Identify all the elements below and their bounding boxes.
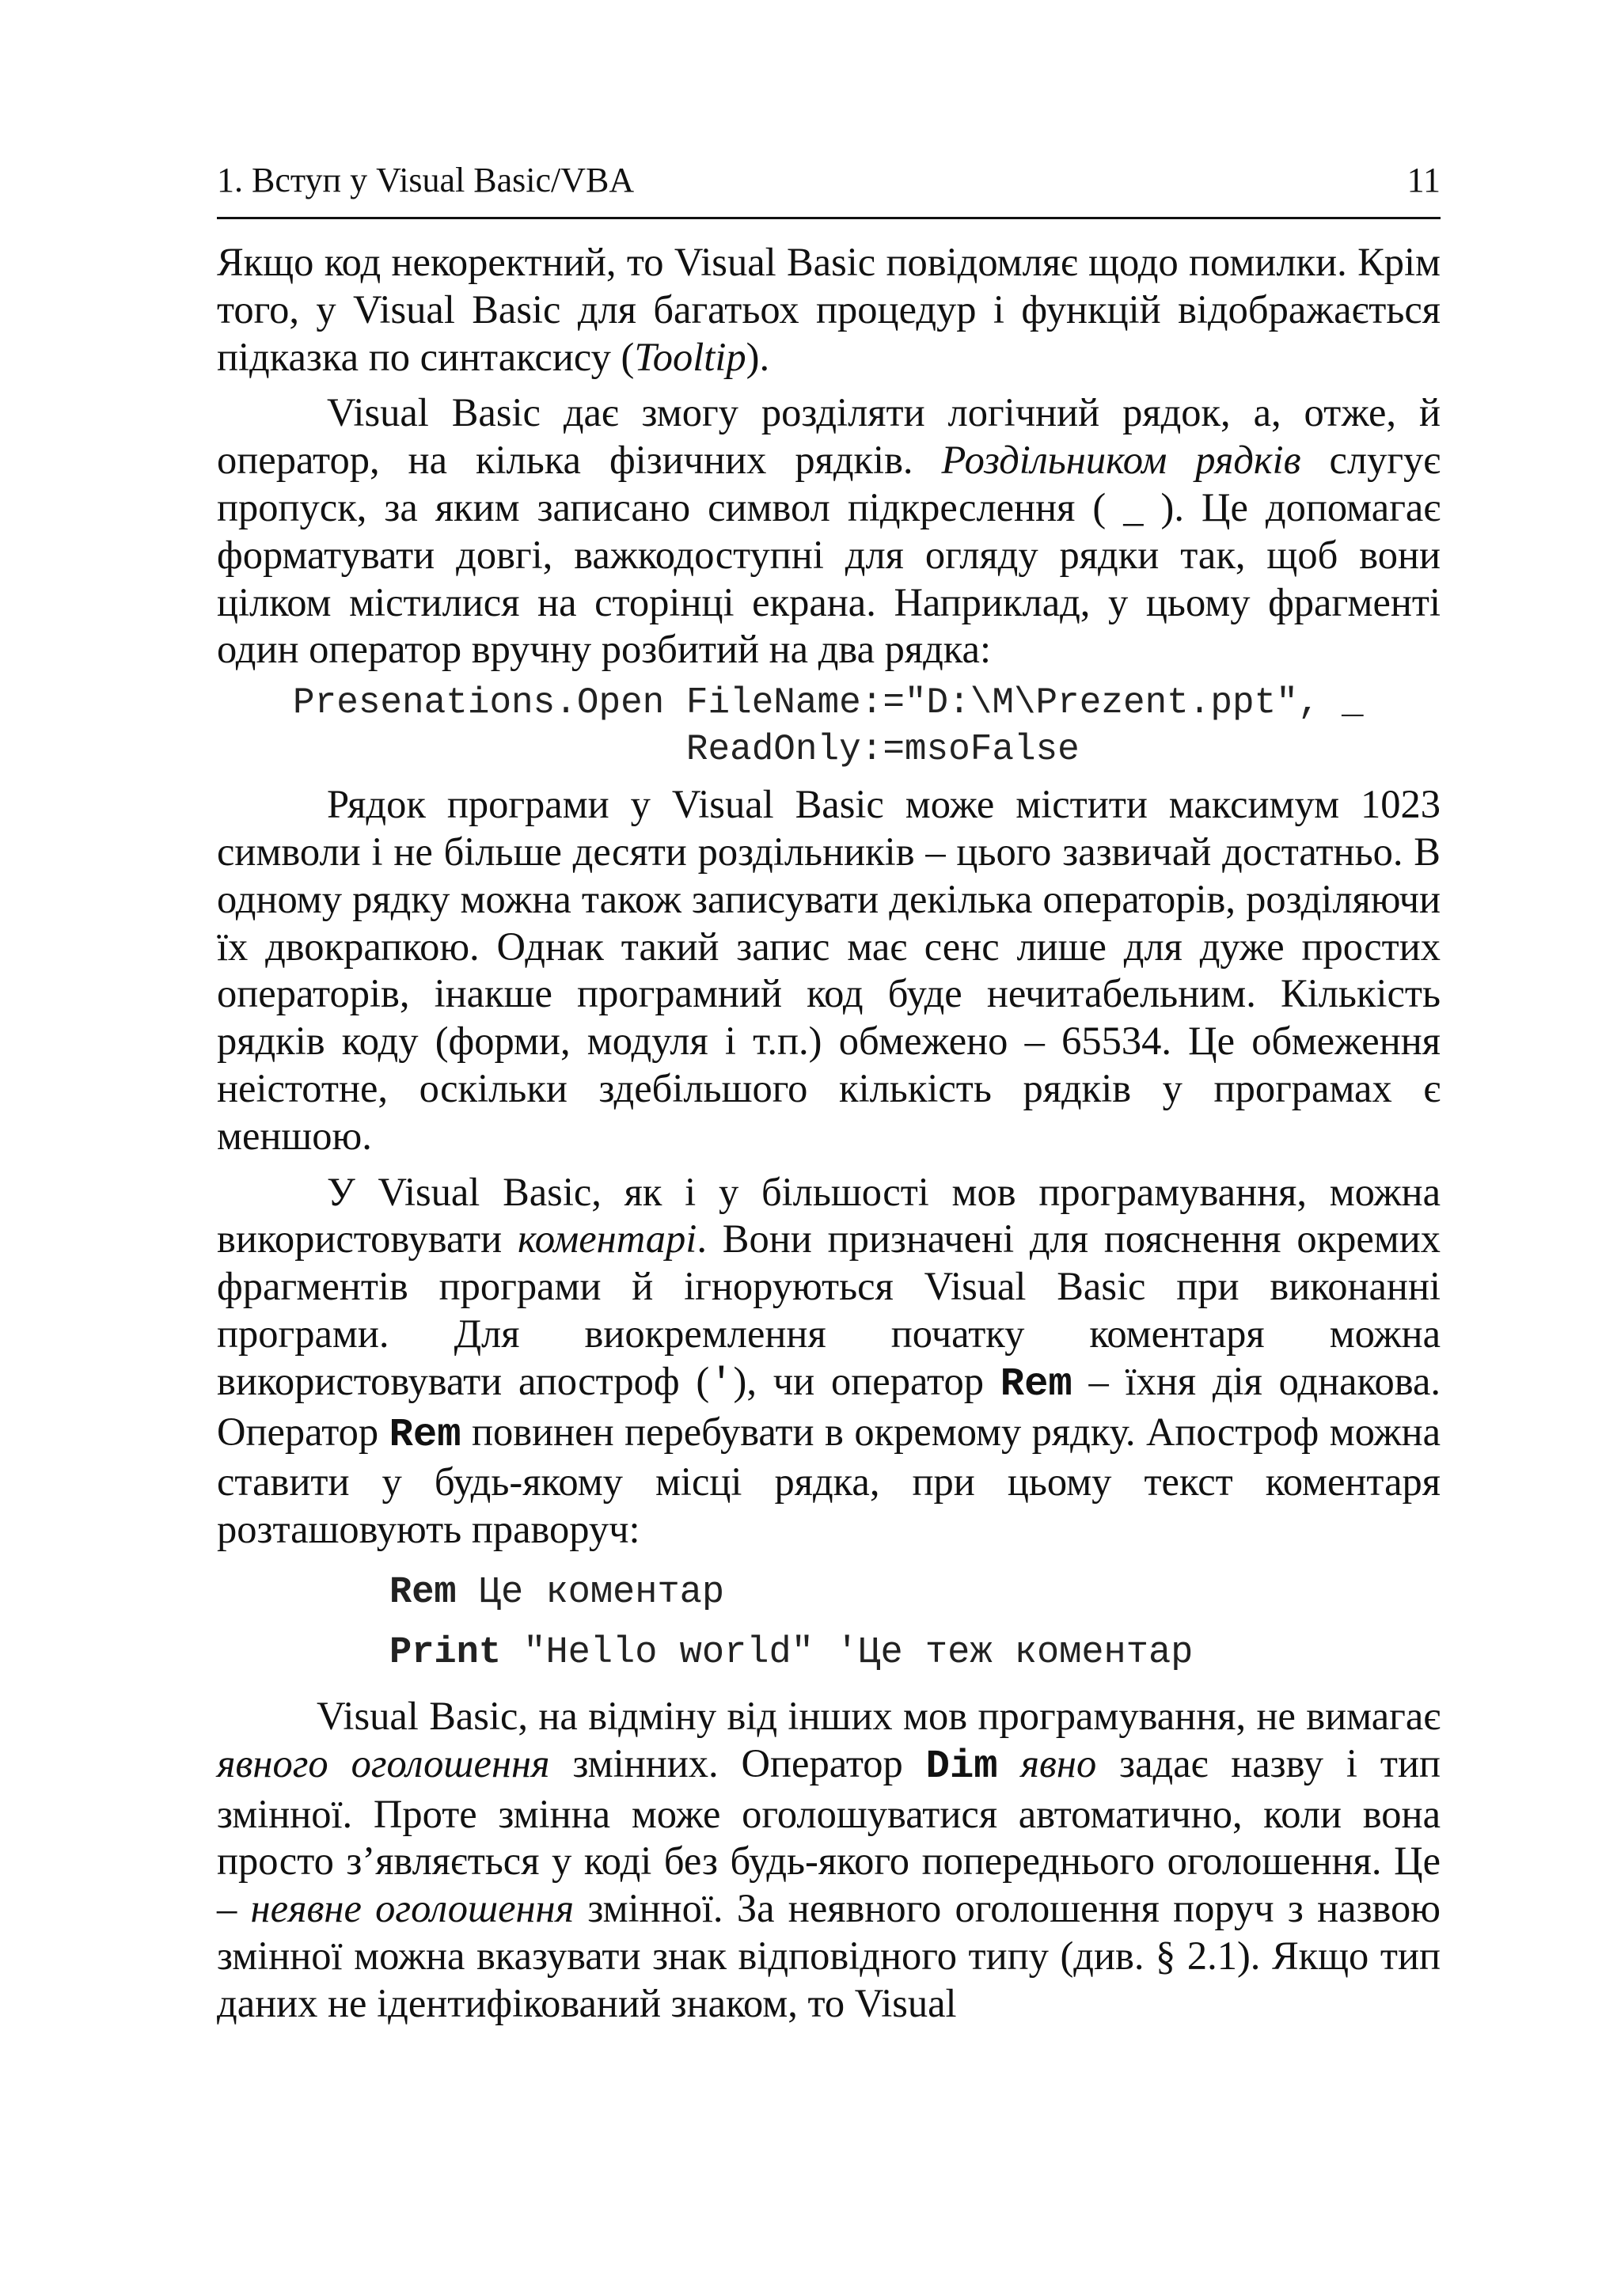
- apostrophe-code: ': [709, 1361, 734, 1407]
- code-line: ReadOnly:=msoFalse: [293, 729, 1080, 771]
- term-implicit-declaration: неявне оголошення: [250, 1886, 575, 1931]
- term-line-separator: Роздільником рядків: [941, 438, 1301, 483]
- body-text: [217, 239, 1441, 2028]
- term-explicit-declaration: явного оголошення: [217, 1740, 550, 1786]
- paragraph-2: [217, 389, 1441, 674]
- text-run: [998, 1741, 1021, 1786]
- text-run: Visual Basic, на відміну від інших мов програмування, не вимагає: [317, 1693, 1441, 1738]
- keyword-rem: Rem: [1000, 1361, 1072, 1407]
- paragraph-4: [217, 1169, 1441, 1554]
- keyword-dim: Dim: [925, 1744, 998, 1789]
- text-run: Visual Basic дає змогу розділяти логічний рядок, а, отже, й оператор, на кілька фізичних рядків.: [217, 390, 1441, 483]
- keyword-rem: Rem: [389, 1571, 457, 1614]
- code-text: Це коментар: [456, 1571, 725, 1614]
- text-run: змінної. За неявного оголошення поруч з назвою змінної можна вказувати знак відповідного типу (див. § 2.1). Якщо тип даних не ідентифікований знаком, то Visual: [217, 1886, 1441, 2025]
- code-line: [389, 1563, 1441, 1623]
- code-text: "Hello world" 'Це теж коментар: [501, 1631, 1194, 1674]
- text-run: слугує пропуск, за яким записано символ підкреслення ( _ ). Це допомагає форматувати довгі, важкодоступні для огляду рядки так, щоб вони цілком містилися на сторінці екрана. Наприклад, у цьому фрагменті один оператор вручну розбитий на два рядка:: [217, 438, 1441, 672]
- text-run: Якщо код некоректний, то Visual Basic повідомляє щодо помилки. Крім того, у Visual Basic для багатьох процедур і функцій відображається підказка по синтаксису (: [217, 240, 1441, 379]
- paragraph-1: [217, 239, 1441, 381]
- code-example-comments: [389, 1563, 1441, 1683]
- text-run: – їхня дія однакова. Оператор: [217, 1358, 1441, 1454]
- keyword-print: Print: [389, 1631, 502, 1674]
- text-run: ), чи оператор: [733, 1358, 1000, 1403]
- page-header: [217, 157, 1441, 204]
- text-run: У Visual Basic, як і у більшості мов програмування, можна використовувати: [217, 1169, 1441, 1262]
- page-number: 11: [1407, 161, 1441, 199]
- term-tooltip: Tooltip: [634, 334, 746, 379]
- code-example-line-continuation: [293, 680, 1441, 773]
- paragraph-5: [217, 1693, 1441, 2028]
- text-run: задає назву і тип змінної. Проте змінна може оголошуватися автоматично, коли вона просто з’являється у коді без будь-якого попереднього оголошення. Це –: [217, 1740, 1441, 1931]
- text-run: повинен перебувати в окремому рядку. Апостроф можна ставити у будь-якому місці рядка, при цьому текст коментаря розташовують праворуч:: [217, 1409, 1441, 1552]
- code-line: Presenations.Open FileName:="D:\M\Prezent.ppt", _: [293, 682, 1364, 724]
- text-run: Рядок програми у Visual Basic може містити максимум 1023 символи і не більше десяти роздільників – цього зазвичай достатньо. В одному рядку можна також записувати декілька операторів, розділяючи їх двокрапкою. Однак такий запис має сенс лише для дуже простих операторів, інакше програмний код буде нечитабельним. Кількість рядків коду (форми, модуля і т.п.) обмежено – 65534. Це обмеження неістотне, оскільки здебільшого кількість рядків у програмах є меншою.: [217, 782, 1441, 1158]
- header-rule: [217, 217, 1441, 219]
- term-explicitly: явно: [1020, 1740, 1097, 1786]
- text-run: змінних. Оператор: [549, 1740, 926, 1786]
- code-line: [389, 1623, 1441, 1683]
- term-comments: коментарі: [518, 1216, 697, 1262]
- keyword-rem: Rem: [389, 1412, 461, 1458]
- running-head: 1. Вступ у Visual Basic/VBA: [217, 161, 635, 199]
- paragraph-3: [217, 781, 1441, 1159]
- text-run: ).: [746, 334, 770, 379]
- text-run: . Вони призначені для пояснення окремих фрагментів програми й ігноруються Visual Basic при виконанні програми. Для виокремлення початку коментаря можна використовувати апостроф (: [217, 1216, 1441, 1403]
